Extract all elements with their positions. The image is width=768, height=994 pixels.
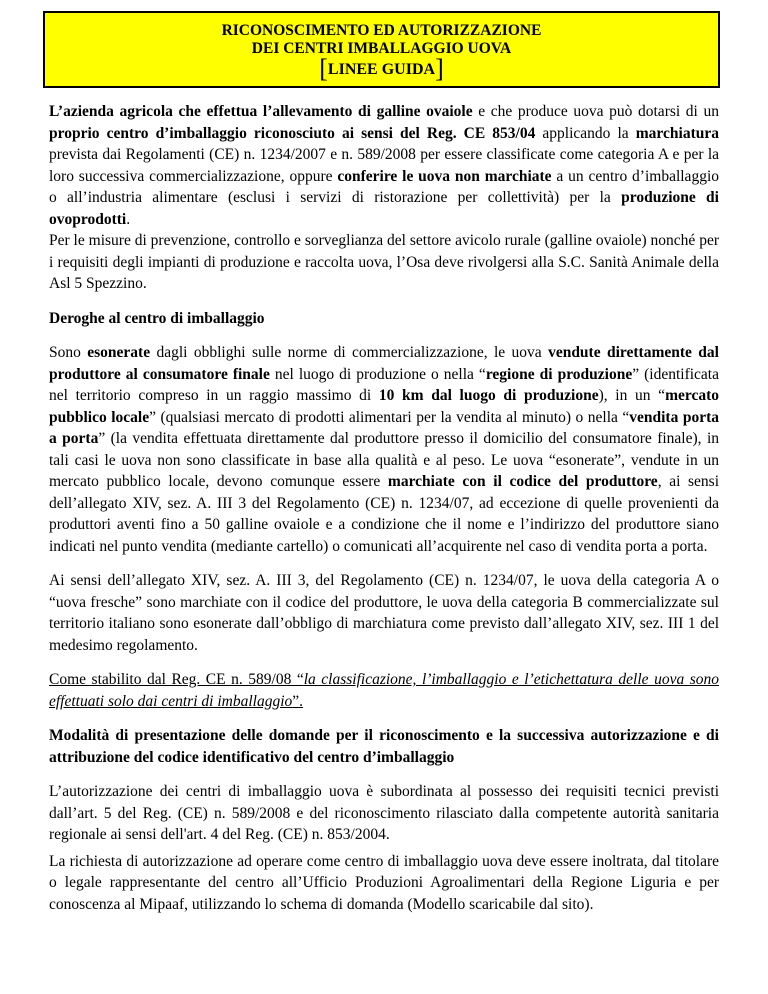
heading-text: Deroghe al centro di imballaggio bbox=[49, 309, 265, 327]
bracket-open: [ bbox=[319, 54, 328, 83]
text-bold: proprio centro d’imballaggio riconosciuto ai sensi del Reg. CE 853/04 bbox=[49, 124, 536, 142]
document-body bbox=[49, 101, 719, 915]
text-span: Come stabilito dal Reg. CE n. 589/08 “ bbox=[49, 671, 304, 688]
text-bold: conferire le uova non marchiate bbox=[337, 167, 552, 185]
title-line-1: RICONOSCIMENTO ED AUTORIZZAZIONE bbox=[221, 22, 542, 39]
text-bold: marchiate con il codice del produttore bbox=[387, 473, 658, 490]
paragraph-exemptions bbox=[49, 342, 719, 557]
paragraph-annex: Ai sensi dell’allegato XIV, sez. A. III 3, del Regolamento (CE) n. 1234/07, le uova della categoria A o “uova fresche” sono marchiate con il codice del produttore, le uova della categoria B commercializzate sul territorio italiano sono esonerate dall’obbligo di marchiatura come previsto dall’allegato XIV, sez. III 1 del medesimo regolamento. bbox=[49, 572, 719, 654]
text-bold: vendita porta a porta bbox=[49, 408, 719, 447]
text-italic: la classificazione, l’imballaggio e l’etichettatura delle uova sono effettuati solo dai centri di imballaggio bbox=[49, 671, 719, 710]
text-bold: mercato pubblico locale bbox=[49, 387, 719, 426]
text-span: . bbox=[126, 210, 131, 228]
title-line-3 bbox=[45, 54, 718, 83]
text-bold: vendute direttamente dal produttore al consumatore finale bbox=[49, 344, 719, 383]
text-span: Sono bbox=[49, 344, 88, 361]
section-heading-deroghe bbox=[49, 308, 719, 330]
text-bold: produzione di ovoprodotti bbox=[49, 189, 719, 228]
text-bold: marchiatura bbox=[635, 124, 719, 142]
bracket-close: ] bbox=[435, 54, 444, 83]
text-span: ” (identificata nel territorio compreso in un raggio massimo di bbox=[49, 365, 719, 404]
text-span: a un centro d’imballaggio o all’industria alimentare (esclusi i servizi di ristorazione per collettività) per la bbox=[49, 167, 719, 206]
title-line-2: DEI CENTRI IMBALLAGGIO UOVA bbox=[251, 40, 512, 57]
text-bold: esonerate bbox=[87, 344, 151, 361]
paragraph-authorization: L’autorizzazione dei centri di imballaggio uova è subordinata al possesso dei requisiti tecnici previsti dall’art. 5 del Reg. (CE) n. 589/2008 e del riconoscimento rilasciato dalla competente autorità sanitaria regionale ai sensi dell'art. 4 del Reg. (CE) n. 853/2004. bbox=[49, 783, 719, 843]
text-span: ” (la vendita effettuata direttamente dal produttore presso il domicilio del consumatore finale), in tali casi le uova non sono classificate in base alla qualità e al peso. Le uova “esonerate”, vendute in un mercato pubblico locale, devono comunque essere bbox=[49, 430, 719, 490]
paragraph-regulation-quote bbox=[49, 669, 719, 712]
guidelines-label: LINEE GUIDA bbox=[327, 61, 436, 78]
text-span: e che produce uova può dotarsi di un bbox=[472, 103, 719, 120]
text-span: ”. bbox=[292, 692, 304, 710]
section-heading-modalita bbox=[49, 725, 719, 768]
text-span: , ai sensi dell’allegato XIV, sez. A. III 3 del Regolamento (CE) n. 1234/07, ad eccezione di quelle provenienti da produttori aventi fino a 50 galline ovaiole e a condizione che il nome e l’indirizzo del produttore siano indicati nel punto vendita (mediante cartello) o comunicati all’acquirente nel caso di vendita porta a porta. bbox=[49, 473, 720, 555]
text-span: applicando la bbox=[535, 124, 636, 142]
text-span: ), in un “ bbox=[598, 387, 666, 404]
text-bold: regione di produzione bbox=[485, 365, 633, 383]
text-bold: 10 km dal luogo di produzione bbox=[378, 387, 599, 404]
paragraph-intro bbox=[49, 101, 719, 230]
heading-text: Modalità di presentazione delle domande per il riconoscimento e la successiva autorizzazione e di attribuzione del codice identificativo del centro d’imballaggio bbox=[49, 727, 719, 766]
title-box bbox=[43, 11, 720, 88]
text-span: ” (qualsiasi mercato di prodotti alimentari per la vendita al minuto) o nella “ bbox=[149, 408, 630, 426]
paragraph-request: La richiesta di autorizzazione ad operare come centro di imballaggio uova deve essere inoltrata, dal titolare o legale rappresentante del centro all’Ufficio Produzioni Agroalimentari della Regione Liguria e per conoscenza al Mipaaf, utilizzando lo schema di domanda (Modello scaricabile dal sito). bbox=[49, 852, 719, 913]
text-span: dagli obblighi sulle norme di commercializzazione, le uova bbox=[150, 344, 549, 361]
text-span: prevista dai Regolamenti (CE) n. 1234/2007 e n. 589/2008 per essere classificate come categoria A e per la loro successiva commercializzazione, oppure bbox=[49, 146, 719, 185]
paragraph-prevention: Per le misure di prevenzione, controllo e sorveglianza del settore avicolo rurale (galline ovaiole) nonché per i requisiti degli impianti di produzione e raccolta uova, l’Osa deve rivolgersi alla S.C. Sanità Animale della Asl 5 Spezzino. bbox=[49, 232, 719, 292]
text-bold: L’azienda agricola che effettua l’allevamento di galline ovaiole bbox=[49, 103, 473, 120]
text-span: nel luogo di produzione o nella “ bbox=[269, 365, 486, 383]
